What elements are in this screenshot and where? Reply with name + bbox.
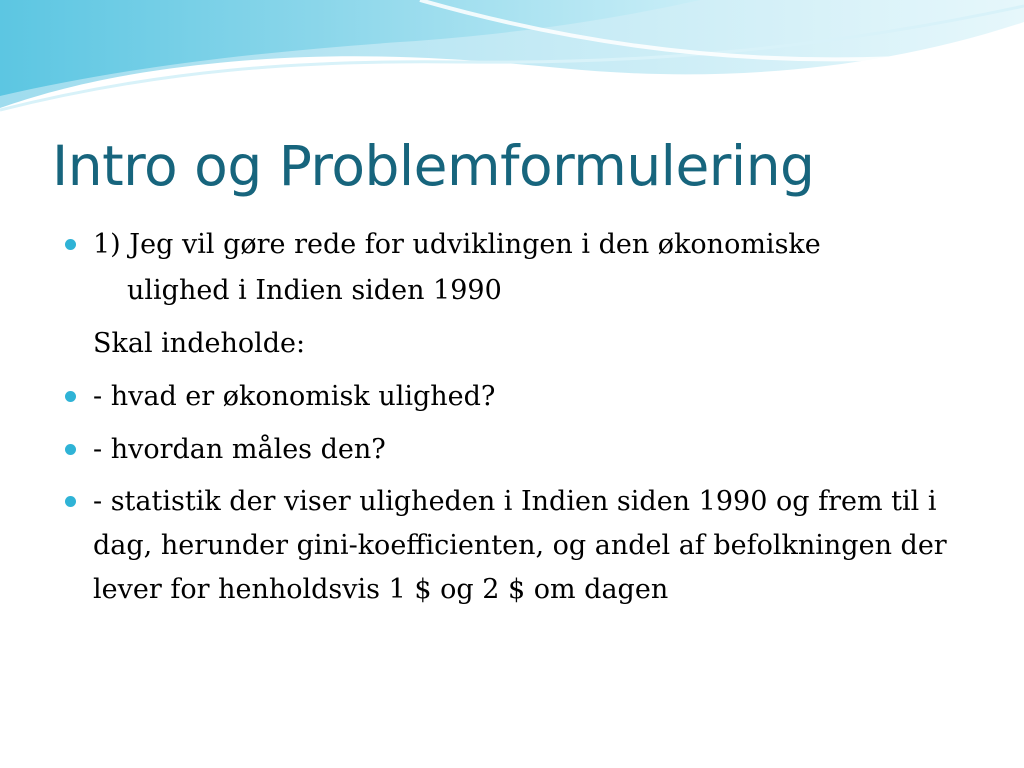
bullet-item-1-line-1: 1) Jeg vil gøre rede for udviklingen i den økonomiske: [93, 229, 821, 260]
bullet-dot-icon: [65, 239, 76, 250]
decorative-wave-header: [0, 0, 1024, 120]
bullet-dot-icon: [65, 496, 76, 507]
bullet-item-2-text: - hvad er økonomisk ulighed?: [93, 381, 496, 412]
bullet-item-1-line-2: ulighed i Indien siden 1990: [127, 275, 502, 306]
plain-paragraph: Skal indeholde:: [93, 328, 306, 359]
bullet-item-2: [62, 374, 982, 420]
bullet-item-4: [62, 480, 982, 612]
bullet-dot-icon: [65, 444, 76, 455]
bullet-item-1: [62, 222, 982, 314]
slide-title: Intro og Problemformulering: [52, 134, 815, 198]
bullet-dot-icon: [65, 391, 76, 402]
bullet-item-3-text: - hvordan måles den?: [93, 434, 386, 465]
bullet-item-3: [62, 427, 982, 473]
slide-body: [62, 222, 982, 612]
bullet-item-4-text: - statistik der viser uligheden i Indien siden 1990 og frem til i dag, herunder gini-koefficienten, og andel af befolkningen der lever for henholdsvis 1 $ og 2 $ om dagen: [93, 486, 947, 605]
